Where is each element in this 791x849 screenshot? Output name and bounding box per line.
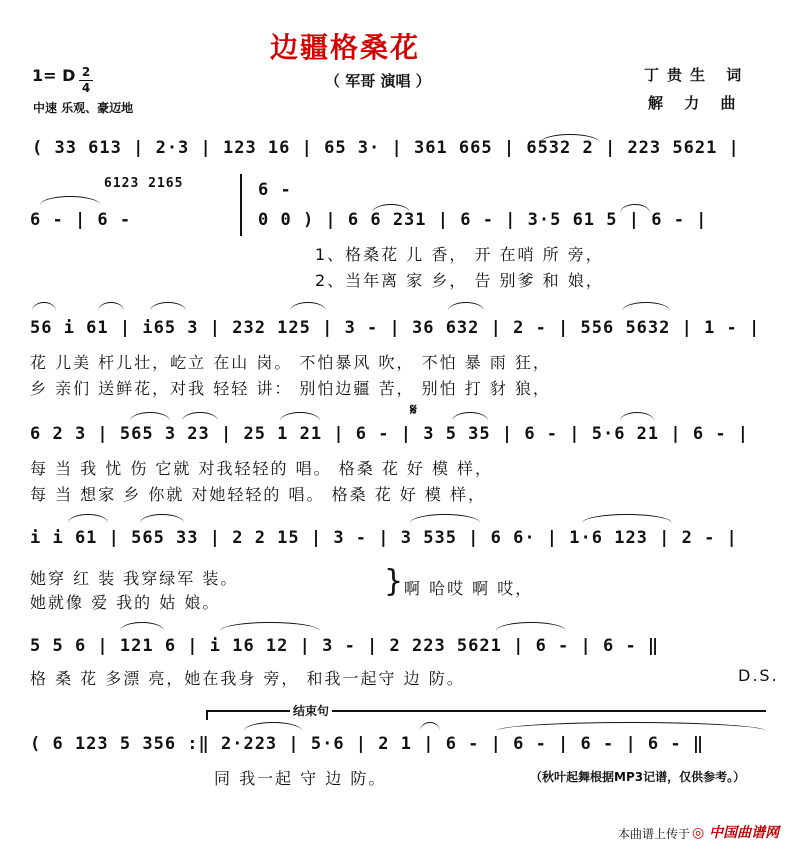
slur	[410, 514, 480, 523]
slur	[120, 622, 164, 631]
lyric-verse-1: 每 当 我 忧 伤 它就 对我轻轻的 唱。 格桑 花 好 模 样，	[30, 459, 494, 478]
ending-bracket-hook	[206, 710, 208, 720]
slur	[620, 204, 650, 213]
score-line-3: 56 i 61 | i65 3 | 232 125 | 3 - | 36 632 | 2 - | 556 5632 | 1 - |	[30, 318, 761, 338]
time-signature-top: 2	[81, 65, 91, 79]
tempo-marking: 中速 乐观、豪迈地	[33, 101, 134, 115]
site-logo[interactable]	[692, 822, 779, 842]
slur	[220, 622, 320, 631]
lyric-ending: 同 我一起 守 边 防。	[214, 769, 387, 788]
slur	[280, 412, 320, 421]
score-line-1: ( 33 613 | 2·3 | 123 16 | 65 3· | 361 665 | 6532 2 | 223 5621 |	[32, 138, 740, 158]
slur	[150, 302, 186, 311]
lyric-verse-2: 2、当年离 家 乡， 告 别爹 和 娘，	[315, 271, 604, 290]
slur	[582, 514, 672, 523]
slur	[622, 302, 670, 311]
performer-subtitle: （ 军哥 演唱 ）	[325, 72, 431, 90]
time-signature	[79, 66, 93, 95]
slur	[620, 412, 654, 421]
score-line-7: ( 6 123 5 356 :‖ 2·223 | 5·6 | 2 1 | 6 - | 6 - | 6 - | 6 - ‖	[30, 734, 705, 754]
lyric-verse-1: 1、格桑花 儿 香， 开 在哨 所 旁，	[315, 245, 604, 264]
lyricist-credit: 丁贵生 词	[644, 66, 750, 84]
upload-caption: 本曲谱上传于	[618, 827, 691, 841]
ending-label: 结束句	[290, 702, 332, 719]
score-line-2b: 6 -	[258, 180, 292, 200]
slur	[372, 204, 410, 213]
lyric-verse-2: 每 当 想家 乡 你就 对她轻轻的 唱。 格桑 花 好 模 样，	[30, 485, 486, 504]
song-title: 边疆格桑花	[270, 31, 421, 64]
lyric-verse-2: 她就像 爱 我的 姑 娘。	[30, 593, 221, 612]
slur	[140, 514, 184, 523]
slur	[130, 412, 170, 421]
lyric-verse-1: 她穿 红 装 我穿绿军 装。	[30, 569, 239, 588]
score-line-5: i i 61 | 565 33 | 2 2 15 | 3 - | 3 535 | 6 6· | 1·6 123 | 2 - |	[30, 528, 738, 548]
score-line-4: 6 2 3 | 565 3 23 | 25 1 21 | 6 - | 3 5 35 | 6 - | 5·6 21 | 6 - |	[30, 424, 750, 444]
segno-sign: 𝄋	[410, 400, 417, 419]
score-line-2c: 0 0 ) | 6 6 231 | 6 - | 3·5 61 5 | 6 - |	[258, 210, 708, 230]
site-logo-icon: ◎	[692, 825, 705, 841]
dal-segno-mark: D.S.	[738, 666, 779, 685]
upper-voice-notes: 6123 2165	[104, 176, 184, 191]
time-signature-bottom: 4	[81, 81, 91, 95]
slur	[244, 722, 302, 731]
slur	[32, 302, 56, 311]
key-signature: 1= D	[32, 66, 76, 85]
slur	[540, 134, 600, 143]
lyric-brace: }	[384, 564, 404, 599]
tie-arc	[40, 196, 100, 205]
slur	[98, 302, 124, 311]
lyric-verse-2: 乡 亲们 送鲜花，对我 轻轻 讲： 别怕边疆 苦， 别怕 打 豺 狼，	[30, 379, 551, 398]
slur	[448, 302, 484, 311]
score-line-6: 5 5 6 | 121 6 | i 16 12 | 3 - | 2 223 5621 | 6 - | 6 - ‖	[30, 636, 660, 656]
system-barline	[240, 174, 242, 236]
transcription-note: （秋叶起舞根据MP3记谱，仅供参考。）	[530, 770, 746, 784]
lyric-line: 格 桑 花 多漂 亮，她在我身 旁， 和我一起守 边 防。	[30, 669, 465, 688]
lyric-shared: 啊 哈哎 啊 哎，	[404, 579, 534, 598]
slur	[182, 412, 218, 421]
slur	[496, 622, 566, 631]
slur	[452, 412, 488, 421]
slur	[290, 302, 326, 311]
composer-credit: 解 力 曲	[648, 94, 744, 112]
slur	[68, 514, 108, 523]
score-line-2a: 6 - | 6 -	[30, 210, 132, 230]
lyric-verse-1: 花 儿美 杆儿壮，屹立 在山 岗。 不怕暴风 吹， 不怕 暴 雨 狂，	[30, 353, 551, 372]
site-name: 中国曲谱网	[709, 825, 780, 841]
slur	[420, 722, 440, 731]
tie-arc	[496, 722, 766, 731]
